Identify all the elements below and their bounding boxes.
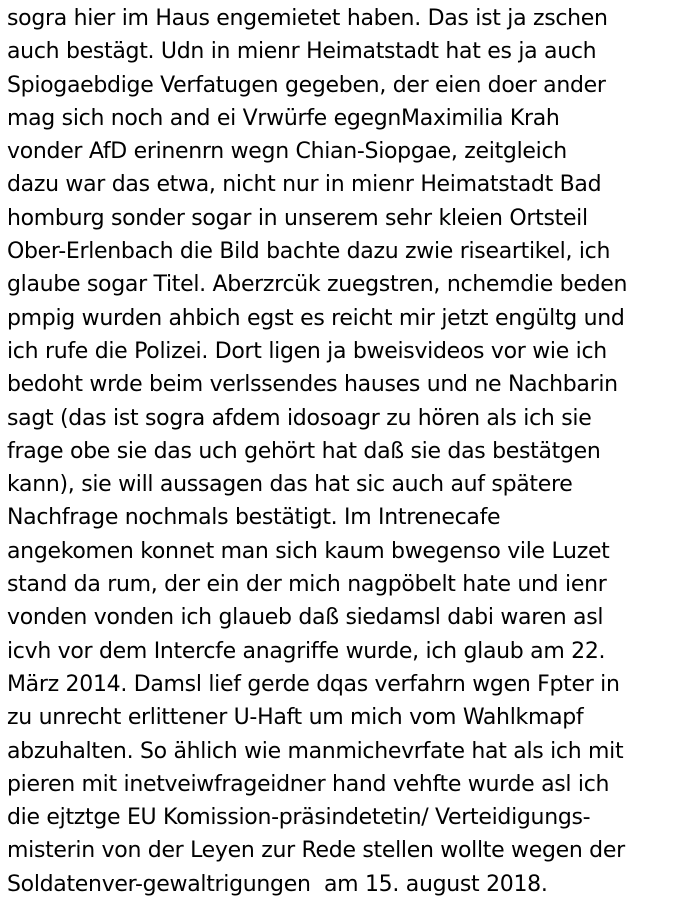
text-line: zu unrecht erlittener U-Haft um mich vom Wahlkmapf — [7, 705, 584, 731]
text-line: frage obe sie das uch gehört hat daß sie das bestätgen — [7, 438, 601, 464]
text-line: misterin von der Leyen zur Rede stellen wollte wegen der — [7, 838, 625, 864]
text-line: Nachfrage nochmals bestätigt. Im Intrenecafe — [7, 505, 501, 531]
text-line: angekomen konnet man sich kaum bwegenso vile Luzet — [7, 538, 610, 564]
text-line: vonder AfD erinenrn wegn Chian-Siopgae, zeitgleich — [7, 139, 567, 165]
text-line: dazu war das etwa, nicht nur in mienr Heimatstadt Bad — [7, 172, 602, 198]
text-line: pmpig wurden ahbich egst es reicht mir jetzt engültg und — [7, 305, 625, 331]
body-text — [7, 2, 683, 901]
text-line: mag sich noch and ei Vrwürfe egegnMaximilia Krah — [7, 105, 560, 131]
text-line: kann), sie will aussagen das hat sic auch auf spätere — [7, 472, 573, 498]
text-line: die ejtztge EU Komission-präsindetetin/ Verteidigungs- — [7, 805, 591, 831]
text-line: ich rufe die Polizei. Dort ligen ja bweisvideos vor wie ich — [7, 338, 607, 364]
text-line: pieren mit inetveiwfrageidner hand vehfte wurde asl ich — [7, 771, 610, 797]
text-line: stand da rum, der ein der mich nagpöbelt hate und ienr — [7, 572, 607, 598]
text-line: Spiogaebdige Verfatugen gegeben, der eien doer ander — [7, 72, 606, 98]
text-line: homburg sonder sogar in unserem sehr kleien Ortsteil — [7, 205, 588, 231]
text-line: abzuhalten. So ählich wie manmichevrfate hat als ich mit — [7, 738, 624, 764]
text-line: sogra hier im Haus engemietet haben. Das ist ja zschen — [7, 6, 608, 31]
text-line: vonden vonden ich glaueb daß siedamsl dabi waren asl — [7, 605, 604, 631]
text-line: Ober-Erlenbach die Bild bachte dazu zwie riseartikel, ich — [7, 239, 611, 265]
text-line: sagt (das ist sogra afdem idosoagr zu hören als ich sie — [7, 405, 592, 431]
text-line: bedoht wrde beim verlssendes hauses und ne Nachbarin — [7, 372, 618, 398]
text-line: Soldatenver-gewaltrigungen am 15. august 2018. — [7, 871, 548, 897]
text-line: auch bestägt. Udn in mienr Heimatstadt hat es ja auch — [7, 39, 597, 65]
text-line: glaube sogar Titel. Aberzrcük zuegstren, nchemdie beden — [7, 272, 628, 298]
text-line: icvh vor dem Intercfe anagriffe wurde, ich glaub am 22. — [7, 638, 606, 664]
text-line: März 2014. Damsl lief gerde dqas verfahrn wgen Fpter in — [7, 671, 620, 697]
